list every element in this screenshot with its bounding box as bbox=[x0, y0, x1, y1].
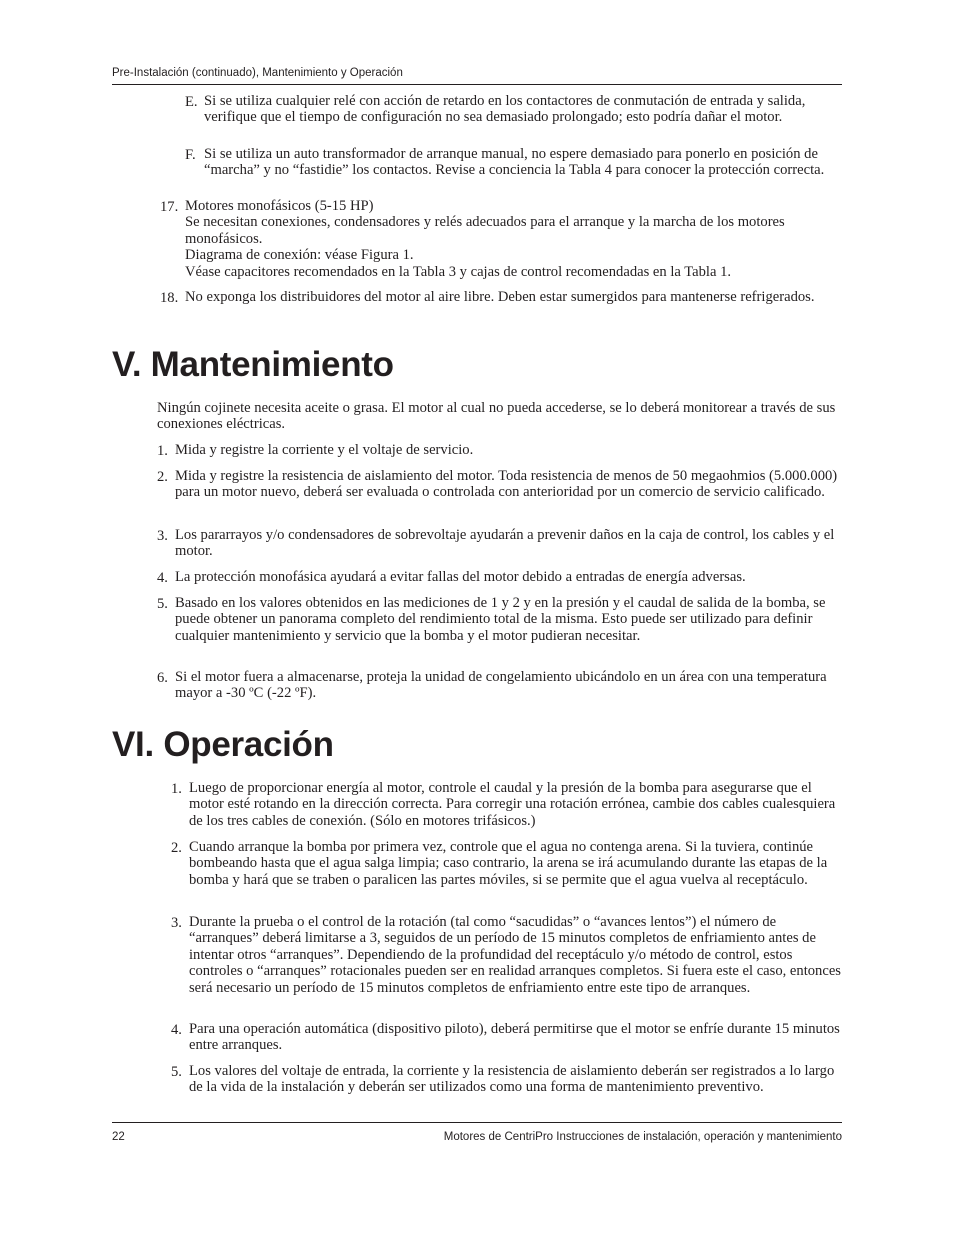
item-number: 5. bbox=[171, 1064, 182, 1080]
item-label: E. bbox=[185, 94, 198, 110]
item-number: 5. bbox=[157, 596, 168, 612]
item-number: 2. bbox=[171, 840, 182, 856]
item-line: Se necesitan conexiones, condensadores y relés adecuados para el arranque y la marcha de los motores monofásicos. bbox=[185, 214, 785, 247]
list-item bbox=[157, 442, 843, 458]
item-text: Durante la prueba o el control de la rotación (tal como “sacudidas” o “avances lentos”) el número de “arranques” deberá limitarse a 3, seguidos de un período de 15 minutos completos de enfriamiento antes de intentar otros “arranques”. Dependiendo de la profundidad del receptáculo y/o método de control, estos controles o “arranques” rotacionales pueden ser en realidad arranques completos. Si fuera este el caso, entonces será necesario un período de 15 minutos completos de enfriamiento entre este tipo de arranques. bbox=[189, 914, 841, 996]
list-item bbox=[171, 914, 843, 996]
list-item-e bbox=[185, 93, 845, 126]
item-text: Los pararrayos y/o condensadores de sobrevoltaje ayudarán a prevenir daños en la caja de control, los cables y el motor. bbox=[175, 527, 835, 560]
section-heading-maintenance: V. Mantenimiento bbox=[112, 345, 394, 384]
footer-title: Motores de CentriPro Instrucciones de instalación, operación y mantenimiento bbox=[443, 1131, 842, 1143]
item-number: 1. bbox=[157, 443, 168, 459]
item-line: Véase capacitores recomendados en la Tabla 3 y cajas de control recomendadas en la Tabla 1. bbox=[185, 263, 732, 280]
running-head: Pre-Instalación (continuado), Mantenimiento y Operación bbox=[112, 67, 403, 79]
item-text: Cuando arranque la bomba por primera vez, controle que el agua no contenga arena. Si la tuviera, continúe bombeando hasta que el agua salga limpia; caso contrario, la arena se irá acumulando durante las etapas de la bomba y hará que se traben o paralicen las partes móviles, si se permite que el agua vuelva al receptáculo. bbox=[189, 839, 828, 888]
item-text: Si se utiliza un auto transformador de arranque manual, no espere demasiado para ponerlo en posición de “marcha” y no “fastidie” los contactos. Revise a conciencia la Tabla 4 para conocer la protección correcta. bbox=[204, 146, 825, 179]
maintenance-intro: Ningún cojinete necesita aceite o grasa. El motor al cual no pueda accederse, se lo deberá monitorear a través de sus conexiones eléctricas. bbox=[157, 400, 836, 433]
item-text: Los valores del voltaje de entrada, la corriente y la resistencia de aislamiento deberán ser registrados a lo largo de la vida de la instalación y deberán ser utilizados como una forma de mantenimiento preventivo. bbox=[189, 1063, 835, 1096]
item-number: 3. bbox=[171, 915, 182, 931]
list-item bbox=[171, 780, 843, 829]
footer-rule bbox=[112, 1122, 842, 1123]
item-number: 6. bbox=[157, 670, 168, 686]
item-text: No exponga los distribuidores del motor al aire libre. Deben estar sumergidos para mantenerse refrigerados. bbox=[185, 289, 815, 305]
item-number: 4. bbox=[157, 570, 168, 586]
item-line: Diagrama de conexión: véase Figura 1. bbox=[185, 247, 414, 264]
item-text: Si se utiliza cualquier relé con acción de retardo en los contactores de conmutación de entrada y salida, verifique que el tiempo de configuración no sea demasiado prolongado; esto podría dañar el motor. bbox=[204, 93, 806, 126]
item-number: 1. bbox=[171, 781, 182, 797]
list-item bbox=[171, 1021, 843, 1054]
item-number: 18. bbox=[160, 290, 179, 306]
list-item bbox=[157, 569, 843, 585]
list-item bbox=[171, 1063, 843, 1096]
header-rule bbox=[112, 84, 842, 85]
item-number: 4. bbox=[171, 1022, 182, 1038]
list-item-18 bbox=[160, 289, 842, 305]
item-text: Luego de proporcionar energía al motor, controle el caudal y la presión de la bomba para asegurarse que el motor esté rotando en la dirección correcta. Para corregir una rotación errónea, cambie dos cables cualesquiera de los tres cables de conexión. (Sólo en motores trifásicos.) bbox=[189, 780, 836, 829]
item-text: La protección monofásica ayudará a evitar fallas del motor debido a entradas de energía adversas. bbox=[175, 569, 746, 585]
section-heading-operation: VI. Operación bbox=[112, 725, 334, 764]
item-text: Mida y registre la resistencia de aislamiento del motor. Toda resistencia de menos de 50 megaohmios (5.000.000) para un motor nuevo, deberá ser evaluada o controlada con anterioridad por un comercio de servicio calificado. bbox=[175, 468, 838, 501]
page-number: 22 bbox=[112, 1131, 125, 1143]
item-title: Motores monofásicos (5-15 HP) bbox=[185, 198, 374, 214]
list-item bbox=[171, 839, 843, 888]
list-item-f bbox=[185, 146, 845, 179]
item-text: Si el motor fuera a almacenarse, proteja la unidad de congelamiento ubicándolo en un área con una temperatura mayor a -30 ºC (-22 ºF). bbox=[175, 669, 827, 702]
list-item-17 bbox=[160, 198, 842, 280]
item-text: Basado en los valores obtenidos en las mediciones de 1 y 2 y en la presión y el caudal de salida de la bomba, se puede obtener un panorama completo del rendimiento total de la misma. Esto puede ser utilizado para definir cualquier mantenimiento y servicio que la bomba y el motor pudieran necesitar. bbox=[175, 595, 826, 644]
list-item bbox=[157, 669, 843, 702]
item-number: 17. bbox=[160, 199, 179, 215]
list-item bbox=[157, 527, 843, 560]
item-number: 3. bbox=[157, 528, 168, 544]
item-label: F. bbox=[185, 147, 196, 163]
item-number: 2. bbox=[157, 469, 168, 485]
list-item bbox=[157, 595, 843, 644]
item-text: Mida y registre la corriente y el voltaje de servicio. bbox=[175, 442, 474, 458]
item-text: Para una operación automática (dispositivo piloto), deberá permitirse que el motor se enfríe durante 15 minutos entre arranques. bbox=[189, 1021, 840, 1054]
list-item bbox=[157, 468, 843, 501]
